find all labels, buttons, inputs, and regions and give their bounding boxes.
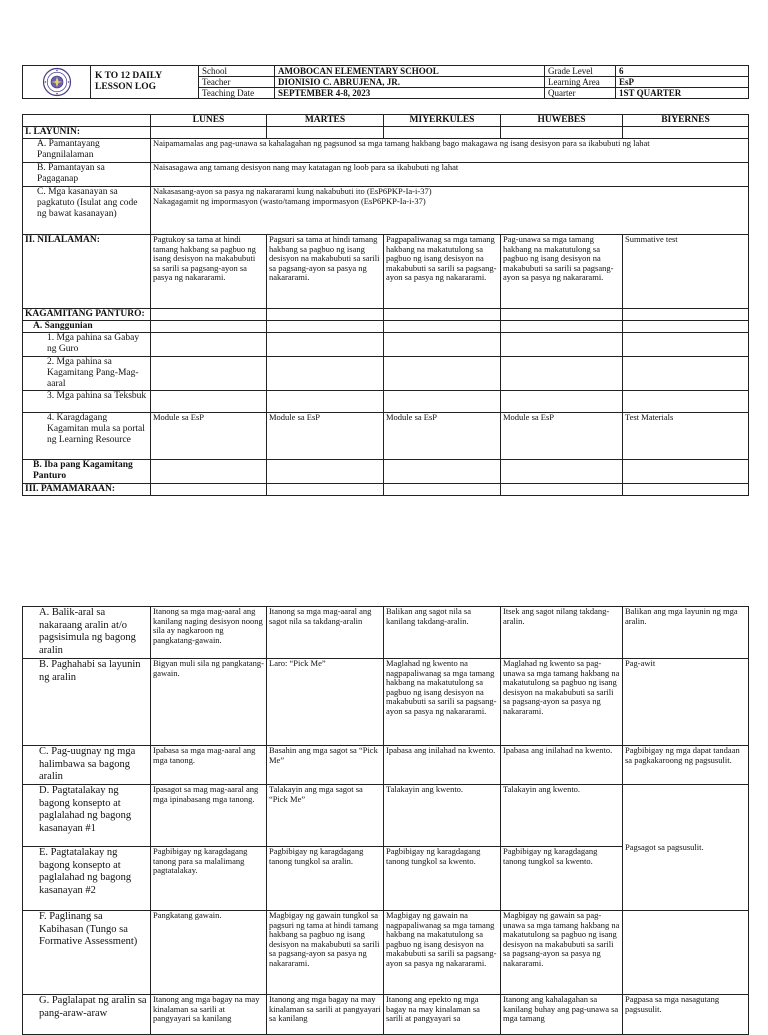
- deped-seal-logo: [23, 66, 91, 99]
- row-label-gabay-ng-guro: 1. Mga pahina sa Gabay ng Guro: [23, 333, 151, 357]
- nilalaman-cell-biyernes: Summative test: [623, 235, 749, 309]
- section-nilalaman: II. NILALAMAN:: [23, 235, 151, 309]
- kagamitan-cell-huwebes: Module sa EsP: [501, 413, 623, 460]
- table-row: [23, 321, 749, 333]
- section-layunin: I. LAYUNIN:: [23, 127, 151, 139]
- seal-icon: [42, 67, 72, 97]
- balik-aral-cell-martes: Itanong sa mga mag-aaral ang sagot nila sa takdang-aralin: [267, 607, 384, 659]
- row-label-pag-uugnay: C. Pag-uugnay ng mga halimbawa sa bagong aralin: [23, 746, 151, 785]
- table-row: [23, 235, 749, 309]
- row-label-sanggunian: A. Sanggunian: [23, 321, 151, 333]
- balik-aral-cell-lunes: Itanong sa mga mag-aaral ang kanilang naging desisyon noong sila ay nagkaroon ng pangkatang-gawain.: [151, 607, 267, 659]
- lesson-log-table-part2: [22, 606, 749, 1035]
- table-row: [23, 309, 749, 321]
- balik-aral-cell-miyerkules: Balikan ang sagot nila sa kanilang takdang-aralin.: [384, 607, 501, 659]
- table-row: [23, 333, 749, 357]
- table-row: [23, 607, 749, 659]
- table-row: [23, 746, 749, 785]
- paghahabi-cell-miyerkules: Maglahad ng kwento na nagpapaliwanag sa mga tamang hakbang na makatutulong sa pagbuo ng isang desisyon na makabubuti sa sarili sa pagsang-ayon sa pasya ng nakararami.: [384, 659, 501, 746]
- pag-uugnay-cell-huwebes: Ipabasa ang inilahad na kwento.: [501, 746, 623, 785]
- kasanayan-line-1: Nakasasang-ayon sa pasya ng nakararami kung nakabubuti ito (EsP6PKP-Ia-i-37): [153, 186, 432, 196]
- paglalapat-cell-lunes: Itanong ang mga bagay na may kinalaman sa sarili at pangyayari sa kanilang: [151, 995, 267, 1035]
- pagtatalakay-1-cell-miyerkules: Talakayin ang kwento.: [384, 785, 501, 847]
- school-label: School: [199, 66, 275, 77]
- paglalapat-cell-martes: Itanong ang mga bagay na may kinalaman sa sarili at pangyayari sa kanilang: [267, 995, 384, 1035]
- table-row: [23, 785, 749, 847]
- paglinang-cell-martes: Magbigay ng gawain tungkol sa pagsuri ng tama at hindi tamang hakbang sa pagbuo ng isang desisyon na makabubuti sa sarili sa pagsang-ayon sa pasya ng nakararami.: [267, 911, 384, 995]
- lesson-log-table-part1: [22, 114, 749, 496]
- pag-uugnay-cell-miyerkules: Ipabasa ang inilahad na kwento.: [384, 746, 501, 785]
- teacher-label: Teacher: [199, 77, 275, 88]
- table-row: [23, 139, 749, 163]
- header-table: [22, 65, 749, 99]
- row-label-pagtatalakay-2: E. Pagtatalakay ng bagong konsepto at paglalahad ng bagong kasanayan #2: [23, 847, 151, 911]
- kasanayan-line-2: Nakagagamit ng impormasyon (wasto/tamang impormasyon (EsP6PKP-Ia-i-37): [153, 195, 426, 206]
- row-label-iba-pang-kagamitan: B. Iba pang Kagamitang Panturo: [23, 460, 151, 484]
- corner-cell: [23, 115, 151, 127]
- teaching-date-label: Teaching Date: [199, 88, 275, 99]
- table-row: [23, 357, 749, 391]
- paglinang-cell-huwebes: Magbigay ng gawain sa pag-unawa sa mga tamang hakbang na makatutulong sa pagbuo ng isang desisyon na makabubuti sa sarili sa pagsang-ayon sa pasya ng nakararami.: [501, 911, 623, 995]
- quarter-value: 1ST QUARTER: [616, 88, 749, 99]
- pamantayan-sa-pagaganap-text: Naisasagawa ang tamang desisyon nang may katatagan ng loob para sa ikabubuti ng lahat: [151, 163, 749, 187]
- paghahabi-cell-biyernes: Pag-awit: [623, 659, 749, 746]
- paghahabi-cell-martes: Laro: “Pick Me”: [267, 659, 384, 746]
- nilalaman-cell-lunes: Pagtukoy sa tama at hindi tamang hakbang sa pagbuo ng isang desisyon na makabubuti sa sarili sa pagsang-ayon sa pasya ng nakararami.: [151, 235, 267, 309]
- row-label-pagtatalakay-1: D. Pagtatalakay ng bagong konsepto at paglalahad ng bagong kasanayan #1: [23, 785, 151, 847]
- pagtatalakay-1-cell-martes: Talakayin ang mga sagot sa “Pick Me”: [267, 785, 384, 847]
- table-row: [23, 911, 749, 995]
- row-label-balik-aral: A. Balik-aral sa nakaraang aralin at/o pagsisimula ng bagong aralin: [23, 607, 151, 659]
- table-row: [23, 484, 749, 496]
- pag-uugnay-cell-martes: Basahin ang mga sagot sa “Pick Me”: [267, 746, 384, 785]
- pagtatalakay-2-cell-miyerkules: Pagbibigay ng karagdagang tanong tungkol sa kwento.: [384, 847, 501, 911]
- section-pamamaraan: III. PAMAMARAAN:: [23, 484, 151, 496]
- pagsagot-sa-pagsusulit-cell: Pagsagot sa pagsusulit.: [623, 785, 749, 911]
- row-label-paglalapat: G. Paglalapat ng aralin sa pang-araw-araw: [23, 995, 151, 1035]
- school-value: AMOBOCAN ELEMENTARY SCHOOL: [275, 66, 545, 77]
- table-row: [23, 413, 749, 460]
- dll-title: K TO 12 DAILY LESSON LOG: [91, 66, 199, 99]
- table-row: [23, 995, 749, 1035]
- paglinang-cell-biyernes: [623, 911, 749, 995]
- nilalaman-cell-huwebes: Pag-unawa sa mga tamang hakbang na makatutulong sa pagbuo ng isang desisyon na makabubuti sa sarili sa pagsang-ayon sa pasya ng nakararami.: [501, 235, 623, 309]
- table-row: [23, 659, 749, 746]
- paghahabi-cell-lunes: Bigyan muli sila ng pangkatang-gawain.: [151, 659, 267, 746]
- paglinang-cell-miyerkules: Magbigay ng gawain na nagpapaliwanag sa mga tamang hakbang na makatutulong sa pagbuo ng isang desisyon na makabubuti sa sarili sa pagsang-ayon sa pasya ng nakararami.: [384, 911, 501, 995]
- table-row: [23, 460, 749, 484]
- day-header-martes: MARTES: [267, 115, 384, 127]
- teacher-value: DIONISIO C. ABRUJENA, JR.: [275, 77, 545, 88]
- pag-uugnay-cell-biyernes: Pagbibigay ng mga dapat tandaan sa pagkakaroong ng pagsusulit.: [623, 746, 749, 785]
- row-label-paghahabi: B. Paghahabi sa layunin ng aralin: [23, 659, 151, 746]
- learning-area-value: EsP: [616, 77, 749, 88]
- kagamitan-cell-biyernes: Test Materials: [623, 413, 749, 460]
- grade-level-value: 6: [616, 66, 749, 77]
- row-label-kasanayan: C. Mga kasanayan sa pagkatuto (Isulat ang code ng bawat kasanayan): [23, 187, 151, 235]
- day-header-biyernes: BIYERNES: [623, 115, 749, 127]
- pagtatalakay-2-cell-martes: Pagbibigay ng karagdagang tanong tungkol sa aralin.: [267, 847, 384, 911]
- kasanayan-text: [151, 187, 749, 235]
- learning-area-label: Learning Area: [545, 77, 616, 88]
- nilalaman-cell-martes: Pagsuri sa tama at hindi tamang hakbang sa pagbuo ng isang desisyon na makabubuti sa sarili sa pagsang-ayon sa pasya ng nakararami.: [267, 235, 384, 309]
- pagtatalakay-1-cell-huwebes: Talakayin ang kwento.: [501, 785, 623, 847]
- grade-level-label: Grade Level: [545, 66, 616, 77]
- quarter-label: Quarter: [545, 88, 616, 99]
- pagtatalakay-2-cell-huwebes: Pagbibigay ng karagdagang tanong tungkol sa kwento.: [501, 847, 623, 911]
- pagtatalakay-2-cell-lunes: Pagbibigay ng karagdagang tanong para sa malalimang pagtatalakay.: [151, 847, 267, 911]
- table-row: [23, 127, 749, 139]
- balik-aral-cell-huwebes: Itsek ang sagot nilang takdang-aralin.: [501, 607, 623, 659]
- day-header-huwebes: HUWEBES: [501, 115, 623, 127]
- paglalapat-cell-huwebes: Itanong ang kahalagahan sa kanilang buhay ang pag-unawa sa mga tamang: [501, 995, 623, 1035]
- row-label-kagamitang-pang-mag-aaral: 2. Mga pahina sa Kagamitang Pang-Mag-aaral: [23, 357, 151, 391]
- day-header-lunes: LUNES: [151, 115, 267, 127]
- paghahabi-cell-huwebes: Maglahad ng kwento sa pag-unawa sa mga tamang hakbang na makatutulong sa pagbuo ng isang desisyon na makabubuti sa sarili sa pagsang-ayon sa pasya ng nakararami.: [501, 659, 623, 746]
- kagamitan-cell-lunes: Module sa EsP: [151, 413, 267, 460]
- section-kagamitang-panturo: KAGAMITANG PANTURO:: [23, 309, 151, 321]
- row-label-pamantayan-sa-pagaganap: B. Pamantayan sa Pagaganap: [23, 163, 151, 187]
- pagtatalakay-1-cell-lunes: Ipasagot sa mag mag-aaral ang mga ipinabasang mga tanong.: [151, 785, 267, 847]
- paglinang-cell-lunes: Pangkatang gawain.: [151, 911, 267, 995]
- table-row: [23, 391, 749, 413]
- row-label-teksbuk: 3. Mga pahina sa Teksbuk: [23, 391, 151, 413]
- kagamitan-cell-martes: Module sa EsP: [267, 413, 384, 460]
- day-header-miyerkules: MIYERKULES: [384, 115, 501, 127]
- table-row: [23, 163, 749, 187]
- teaching-date-value: SEPTEMBER 4-8, 2023: [275, 88, 545, 99]
- row-label-karagdagang-kagamitan: 4. Karagdagang Kagamitan mula sa portal ng Learning Resource: [23, 413, 151, 460]
- row-label-paglinang: F. Paglinang sa Kabihasan (Tungo sa Formative Assessment): [23, 911, 151, 995]
- kagamitan-cell-miyerkules: Module sa EsP: [384, 413, 501, 460]
- table-row: [23, 187, 749, 235]
- paglalapat-cell-biyernes: Pagpasa sa mga nasagutang pagsusulit.: [623, 995, 749, 1035]
- row-label-pamantayang-pangnilalaman: A. Pamantayang Pangnilalaman: [23, 139, 151, 163]
- paglalapat-cell-miyerkules: Itanong ang epekto ng mga bagay na may kinalaman sa sarili at pangyayari sa: [384, 995, 501, 1035]
- pamantayang-pangnilalaman-text: Naipamamalas ang pag-unawa sa kahalagahan ng pagsunod sa mga tamang hakbang bago makagawa ng isang desisyon para sa ikabubuti ng lahat: [151, 139, 749, 163]
- pag-uugnay-cell-lunes: Ipabasa sa mga mag-aaral ang mga tanong.: [151, 746, 267, 785]
- balik-aral-cell-biyernes: Balikan ang mga layunin ng mga aralin.: [623, 607, 749, 659]
- nilalaman-cell-miyerkules: Pagpapaliwanag sa mga tamang hakbang na makatutulong sa pagbuo ng isang desisyon na makabubuti sa sarili sa pagsang-ayon sa pasya ng nakararami.: [384, 235, 501, 309]
- day-header-row: [23, 115, 749, 127]
